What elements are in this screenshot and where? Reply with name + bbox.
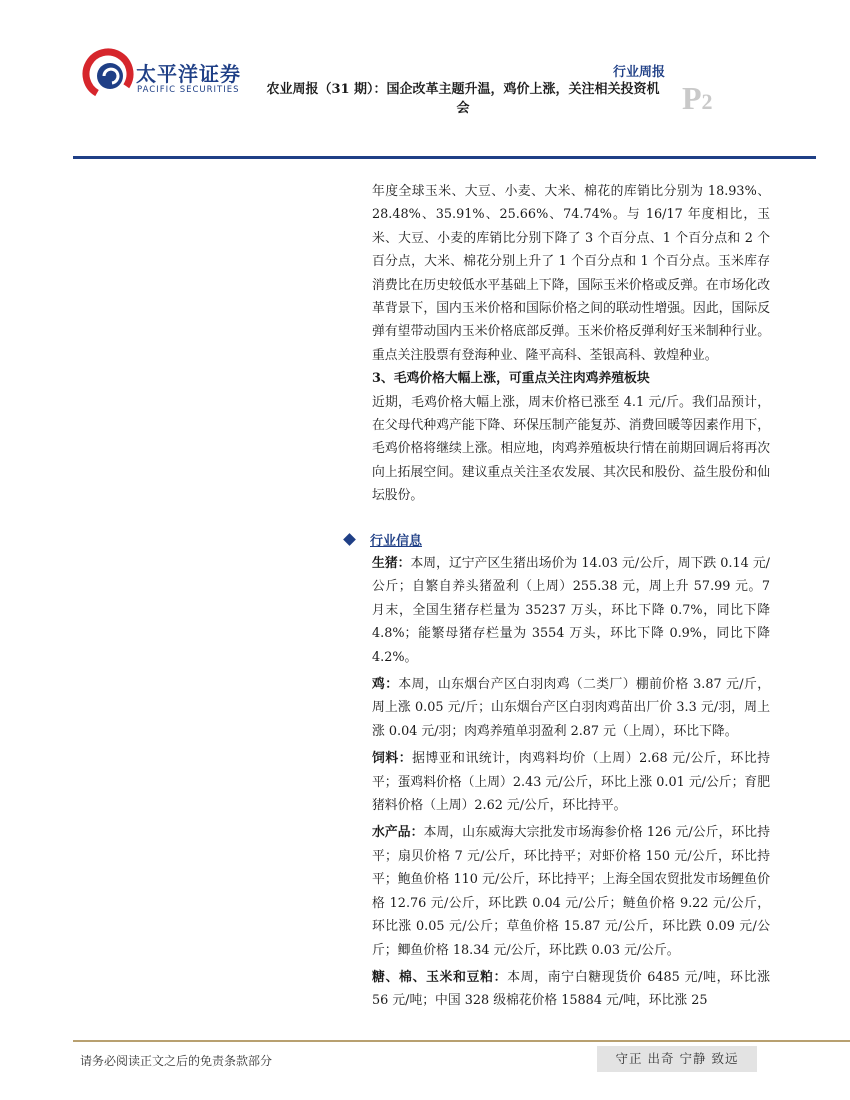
- list-item: [372, 673, 770, 743]
- item-text: 本周，南宁白糖现货价 6485 元/吨，环比涨 56 元/吨；中国 328 级棉花价格 15884 元/吨，环比涨 25: [372, 969, 771, 1009]
- item-label: 糖、棉、玉米和豆粕：: [372, 969, 508, 985]
- logo-english-name: PACIFIC SECURITIES: [137, 85, 240, 95]
- page-number-value: 2: [701, 89, 713, 114]
- main-content: [372, 180, 770, 508]
- list-item: [372, 747, 770, 817]
- item-label: 鸡：: [372, 677, 399, 693]
- list-item: [372, 552, 770, 669]
- page-number: [682, 80, 713, 117]
- report-title: 农业周报（31 期）：国企改革主题升温，鸡价上涨，关注相关投资机会: [266, 82, 660, 116]
- footer-disclaimer: 请务必阅读正文之后的免责条款部分: [80, 1054, 273, 1068]
- industry-info-title: 行业信息: [370, 534, 423, 549]
- industry-info-list: [372, 552, 770, 1017]
- diamond-bullet-icon: [343, 533, 356, 546]
- item-text: 本周，山东烟台产区白羽肉鸡（二类厂）棚前价格 3.87 元/斤，周上涨 0.05 元/斤；山东烟台产区白羽肉鸡苗出厂价 3.3 元/羽，周上涨 0.04 元/羽；肉鸡养殖单羽盈利 2.87 元（上周），环比下降。: [372, 677, 770, 739]
- paragraph-chicken-price: 近期，毛鸡价格大幅上涨，周末价格已涨至 4.1 元/斤。我们品预计，在父母代种鸡产能下降、环保压制产能复苏、消费回暖等因素作用下，毛鸡价格将继续上涨。相应地，肉鸡养殖板块行情在前期回调后将再次向上拓展空间。建议重点关注圣农发展、其次民和股份、益生股份和仙坛股份。: [372, 394, 770, 504]
- footer-divider: [73, 1040, 850, 1042]
- item-label: 水产品：: [372, 825, 424, 841]
- item-label: 生猪：: [372, 556, 411, 571]
- report-type-label: 行业周报: [612, 65, 665, 80]
- industry-info-heading: [345, 530, 422, 549]
- page-prefix: P: [682, 80, 702, 116]
- section-heading-chicken: 3、毛鸡价格大幅上涨，可重点关注肉鸡养殖板块: [372, 371, 650, 387]
- pacific-securities-logo-icon: [80, 46, 136, 102]
- item-text: 据博亚和讯统计，肉鸡料均价（上周）2.68 元/公斤，环比持平；蛋鸡料价格（上周）2.43 元/公斤，环比上涨 0.01 元/公斤；育肥猪料价格（上周）2.62 元/公斤，环比持平。: [372, 751, 771, 814]
- item-label: 饲料：: [372, 751, 413, 767]
- item-text: 本周，辽宁产区生猪出场价为 14.03 元/公斤，周下跌 0.14 元/公斤；自繁自养头猪盈利（上周）255.38 元，周上升 57.99 元。7 月末，全国生猪存栏量为 35237 万头，环比下降 0.7%，同比下降 4.8%；能繁母猪存栏量为 3554 万头，环比下降 0.9%，同比下降 4.2%。: [372, 556, 770, 665]
- header-divider: [73, 156, 816, 159]
- logo-chinese-name: 太平洋证券: [136, 62, 241, 86]
- footer-motto: 守正 出奇 宁静 致远: [597, 1046, 757, 1072]
- item-text: 本周，山东威海大宗批发市场海参价格 126 元/公斤，环比持平；扇贝价格 7 元/公斤，环比持平；对虾价格 150 元/公斤，环比持平；鲍鱼价格 110 元/公斤，环比持平；上海全国农贸批发市场鲤鱼价格 12.76 元/公斤，环比跌 0.04 元/公斤；鲢鱼价格 9.22 元/公斤，环比涨 0.05 元/公斤；草鱼价格 15.87 元/公斤，环比跌 0.09 元/公斤；鲫鱼价格 18.34 元/公斤，环比跌 0.03 元/公斤。: [372, 825, 770, 958]
- company-logo: [80, 46, 250, 106]
- list-item: [372, 966, 770, 1013]
- paragraph-corn-stock: 年度全球玉米、大豆、小麦、大米、棉花的库销比分别为 18.93%、28.48%、35.91%、25.66%、74.74%。与 16/17 年度相比，玉米、大豆、小麦的库销比分别下降了 3 个百分点、1 个百分点和 2 个百分点，大米、棉花分别上升了 1 个百分点和 1 个百分点。玉米库存消费比在历史较低水平基础上下降，国际玉米价格或反弹。在市场化改革背景下，国内玉米价格和国际价格之间的联动性增强。因此，国际反弹有望带动国内玉米价格底部反弹。玉米价格反弹利好玉米制种行业。重点关注股票有登海种业、隆平高科、荃银高科、敦煌种业。: [372, 184, 770, 363]
- list-item: [372, 821, 770, 961]
